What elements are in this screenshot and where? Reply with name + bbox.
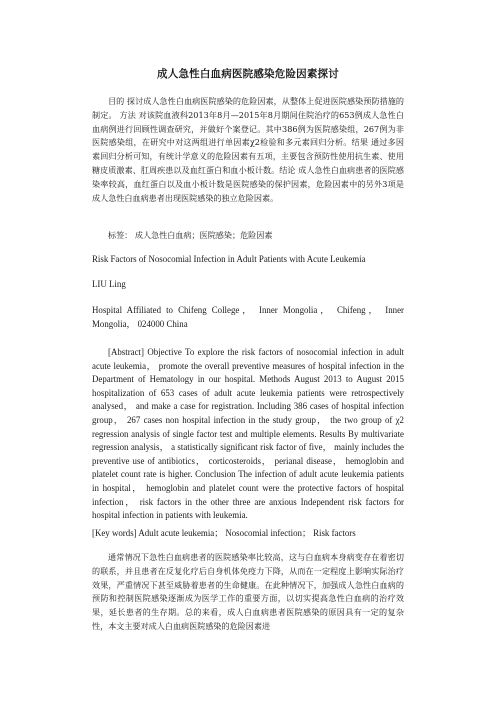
english-author: LIU Ling — [92, 279, 126, 289]
chinese-keywords: 标签： 成人急性白血病；医院感染；危险因素 — [108, 230, 273, 240]
english-title: Risk Factors of Nosocomial Infection in Adult Patients with Acute Leukemia — [92, 254, 366, 264]
paper-title: 成人急性白血病医院感染危险因素探讨 — [157, 68, 339, 80]
english-affiliation: Hospital Affiliated to Chifeng College， Inner Mongolia， Chifeng， Inner Mongolia， 024000 China — [92, 305, 404, 329]
english-keywords: [Key words] Adult acute leukemia； Nosocomial infection； Risk factors — [92, 528, 356, 538]
chinese-abstract: 目的 探讨成人急性白血病医院感染的危险因素，从整体上促进医院感染预防措施的制定。 方法 对该院血液科2013年8月—2015年8月期间住院治疗的653例成人急性白血病例进行回顾性调查研究，并做好个案登记。其中386例为医院感染组，267例为非医院感染组，在研究中对这两组进行单因素χ2检验和多元素回归分析。结果 通过多因素回归分析可知，有统计学意义的危险因素有五项，主要包含预防性使用抗生素、使用糖皮质激素、肛周疾患以及血红蛋白和血小板计数。结论 成人急性白血病患者的医院感染率较高，血红蛋白以及血小板计数是医院感染的保护因素，危险因素中的另外3项是成人急性白血病患者出现医院感染的独立危险因素。 — [92, 96, 404, 203]
body-paragraph: 通常情况下急性白血病患者的医院感染率比较高，这与白血病本身病变存在着密切的联系，并且患者在反复化疗后自身机体免疫力下降，从而在一定程度上影响实际治疗效果，严重情况下甚至威胁着患者的生命健康。在此种情况下，加强成人急性白血病的预防和控制医院感染逐渐成为医学工作的重要方面，以切实提高急性白血病的治疗效果，延长患者的生存期。总的来看，成人白血病患者医院感染的原因具有一定的复杂性，本文主要对成人白血病医院感染的危险因素进 — [92, 552, 404, 631]
english-abstract: [Abstract] Objective To explore the risk factors of nosocomial infection in adult acute leukemia， promote the overall preventive measures of hospital infection in the Department of Hematology in our hospital. Methods August 2013 to August 2015 hospitalization of 653 cases of adult acute leukemia patients were retrospectively analysed， and make a case for registration. Including 386 cases of hospital infection group， 267 cases non hospital infection in the study group， the two group of χ2 regression analysis of single factor test and multiple elements. Results By multivariate regression analysis， a statistically significant risk factor of five， mainly includes the preventive use of antibiotics， corticosteroids， perianal disease， hemoglobin and platelet count rate is higher. Conclusion The infection of adult acute leukemia patients in hospital， hemoglobin and platelet count were the protective factors of hospital infection， risk factors in the other three are anxious Independent risk factors for hospital infection in patients with leukemia. — [92, 347, 404, 521]
